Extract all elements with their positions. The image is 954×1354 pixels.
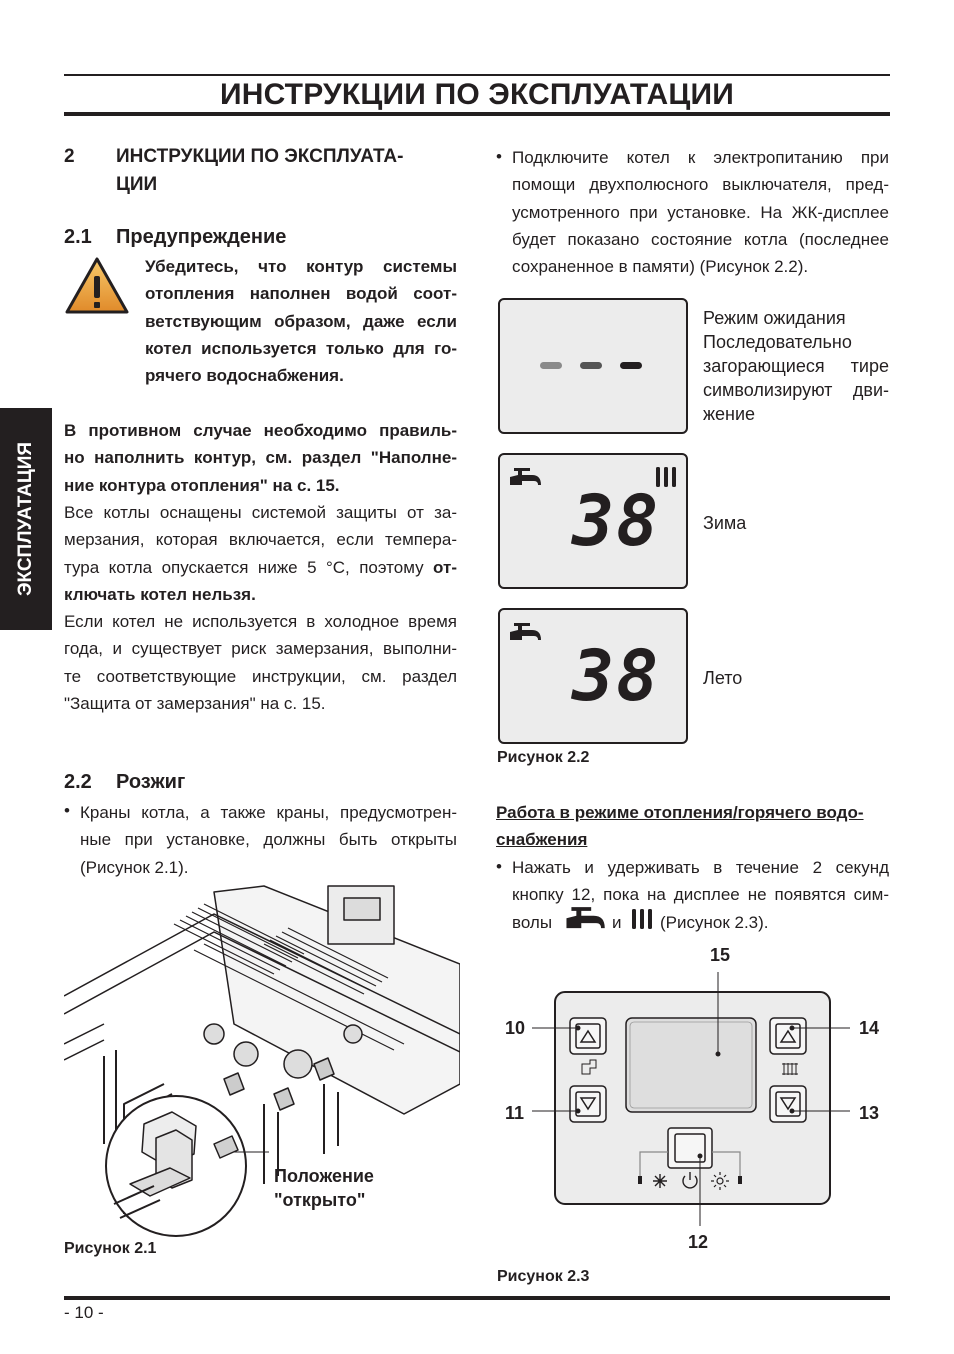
warning-text [145, 253, 457, 389]
paragraph-cold-season [64, 608, 457, 717]
text-line: Режим ожидания [703, 308, 846, 328]
bullet-connect-power [512, 144, 889, 280]
text-line: мерзания, которая включается, если темпера- [64, 530, 457, 550]
text-line: В противном случае необходимо правиль- [64, 421, 457, 440]
warning-line: рячего водоснабжения. [145, 366, 344, 386]
bullet-dot: • [64, 801, 70, 820]
text-line: Краны котла, а также краны, предусмотрен- [80, 803, 457, 822]
text-normal: волы [512, 912, 553, 932]
warning-icon [64, 256, 130, 316]
paragraph-fill-circuit [64, 417, 457, 499]
section-2-1-number: 2.1 [64, 226, 92, 248]
warning-line: Убедитесь, что контур системы [145, 257, 457, 276]
side-tab-label: ЭКСПЛУАТАЦИЯ [15, 441, 36, 597]
header-bottom-rule [64, 112, 890, 116]
footer-rule [64, 1296, 890, 1300]
open-position-label: "открыто" [274, 1190, 366, 1210]
tap-icon [508, 465, 542, 487]
mode-heading-line: снабжения [496, 830, 588, 850]
section-2-title-line: ЦИИ [116, 174, 158, 195]
paragraph-frost-protection [64, 499, 457, 608]
lcd-summer [498, 608, 688, 744]
lcd-standby [498, 298, 688, 434]
bullet-taps-open [80, 799, 457, 881]
section-2-number: 2 [64, 146, 75, 167]
bullet-hold-button [512, 854, 889, 936]
open-position-label: Положение [274, 1166, 374, 1186]
mode-heading [496, 799, 889, 854]
side-tab [0, 408, 52, 630]
callout-14: 14 [859, 1018, 880, 1038]
callout-10: 10 [505, 1018, 526, 1038]
standby-description [703, 306, 889, 426]
section-2-1-title: Предупреждение [116, 226, 287, 248]
figure-2-2-caption: Рисунок 2.2 [497, 749, 590, 766]
text-normal: и [612, 912, 622, 932]
text-line: сохраненное в памяти) (Рисунок 2.2). [512, 257, 809, 277]
summer-label: Лето [703, 668, 743, 688]
warning-line: ветствующим образом, даже если [145, 311, 457, 331]
section-2-2-number: 2.2 [64, 771, 92, 793]
bullet-dot: • [496, 147, 502, 166]
callout-13: 13 [859, 1103, 880, 1123]
text-line: усмотренного при установке. На ЖК-дисплее [512, 202, 889, 222]
summer-temperature: 38 [572, 635, 661, 717]
text-normal: (Рисунок 2.3). [660, 912, 769, 932]
tap-icon [564, 903, 606, 931]
callout-12: 12 [688, 1232, 709, 1252]
text-line: жение [703, 404, 756, 424]
page-title: ИНСТРУКЦИИ ПО ЭКСПЛУАТАЦИИ [219, 78, 735, 111]
text-line: Подключите котел к электропитанию при [512, 148, 889, 167]
text-line: символизируют дви- [703, 380, 889, 400]
text-line-mixed [64, 554, 457, 581]
text-line: "Защита от замерзания" на с. 15. [64, 693, 326, 713]
text-line: (Рисунок 2.1). [80, 857, 189, 877]
mode-heading-line: Работа в режиме отопления/горячего водо- [496, 803, 864, 822]
bullet-dot: • [496, 857, 502, 876]
text-line: Нажать и удерживать в течение 2 секунд [512, 858, 889, 877]
text-line-with-icons [512, 909, 889, 936]
text-line: ключать котел нельзя. [64, 584, 256, 604]
radiator-icon [630, 905, 654, 933]
page-number: - 10 - [64, 1303, 104, 1322]
text-line: те соответствующие инструкции, см. раздел [64, 666, 457, 686]
text-line: ние контура отопления" на с. 15. [64, 475, 340, 495]
text-line: загорающиеся тире [703, 356, 889, 376]
callout-15: 15 [710, 945, 731, 965]
boiler-taps-illustration [64, 884, 460, 1242]
figure-2-1-caption: Рисунок 2.1 [64, 1240, 157, 1257]
text-line: года, и существует риск замерзания, выполни- [64, 639, 457, 659]
warning-line: котел используется только для го- [145, 338, 457, 358]
callout-11: 11 [505, 1103, 525, 1123]
text-line: Последовательно [703, 332, 852, 352]
figure-2-3-caption: Рисунок 2.3 [497, 1268, 590, 1285]
tap-icon [508, 620, 542, 642]
section-2-title [116, 143, 403, 199]
winter-label: Зима [703, 513, 747, 533]
text-line: будет показано состояние котла (последнее [512, 229, 889, 249]
warning-line: отопления наполнен водой соот- [145, 284, 457, 304]
standby-dashes-icon [538, 358, 648, 372]
section-2-2-title: Розжиг [116, 771, 186, 793]
text-line: но наполнить контур, см. раздел "Наполне- [64, 448, 457, 468]
text-bold: от- [433, 557, 457, 577]
text-line: Все котлы оснащены системой защиты от за- [64, 503, 457, 522]
text-line: ные при установке, должны быть открыты [80, 830, 457, 850]
text-normal: тура котла опускается ниже 5 °C, поэтому [64, 557, 434, 577]
section-2-title-line: ИНСТРУКЦИИ ПО ЭКСПЛУАТА- [116, 146, 404, 167]
lcd-winter [498, 453, 688, 589]
control-panel-diagram [530, 968, 870, 1230]
text-line: Если котел не используется в холодное время [64, 612, 457, 631]
text-line: кнопку 12, пока на дисплее не появятся сим- [512, 885, 889, 905]
header-top-rule [64, 74, 890, 76]
winter-temperature: 38 [572, 480, 661, 562]
figure-2-1-label [274, 1164, 374, 1212]
text-line: помощи двухполюсного выключателя, пред- [512, 175, 889, 195]
